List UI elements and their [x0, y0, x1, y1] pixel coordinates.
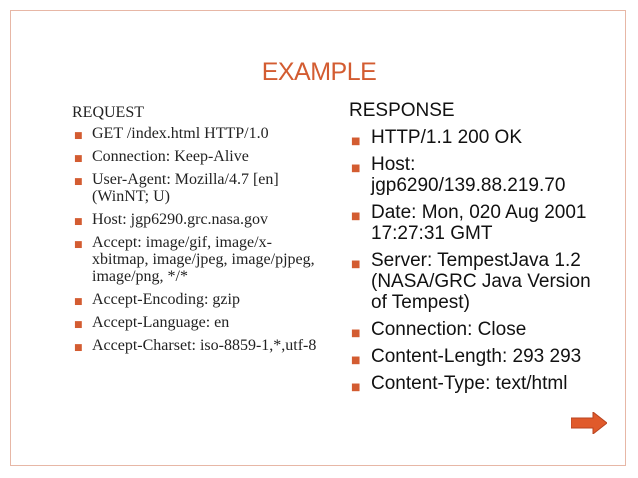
- request-line: Connection: Keep-Alive: [92, 148, 249, 165]
- bullet-icon: ■: [351, 259, 361, 270]
- bullet-icon: ■: [74, 320, 83, 330]
- response-line: Date: Mon, 020 Aug 2001 17:27:31 GMT: [371, 202, 587, 244]
- list-item: [349, 202, 611, 244]
- list-item: [349, 250, 611, 313]
- bullet-icon: ■: [74, 343, 83, 353]
- list-item: [349, 154, 611, 196]
- request-line: User-Agent: Mozilla/4.7 [en] (WinNT; U): [92, 171, 279, 205]
- bullet-icon: ■: [351, 136, 361, 147]
- list-item: [72, 148, 324, 165]
- response-line: Content-Length: 293 293: [371, 346, 582, 367]
- request-line: Accept-Charset: iso-8859-1,*,utf-8: [92, 337, 317, 354]
- list-item: [72, 337, 324, 354]
- right-arrow-icon[interactable]: [571, 412, 607, 434]
- response-line: Server: TempestJava 1.2 (NASA/GRC Java Version of Tempest): [371, 250, 591, 313]
- response-line: HTTP/1.1 200 OK: [371, 127, 523, 148]
- bullet-icon: ■: [351, 355, 361, 366]
- request-line: GET /index.html HTTP/1.0: [92, 125, 269, 142]
- list-item: [72, 125, 324, 142]
- response-list: [349, 127, 611, 394]
- response-heading: RESPONSE: [349, 100, 455, 121]
- response-line: Connection: Close: [371, 319, 527, 340]
- list-item: [72, 291, 324, 308]
- request-line: Accept-Encoding: gzip: [92, 291, 240, 308]
- bullet-icon: ■: [351, 382, 361, 393]
- request-line: Host: jgp6290.grc.nasa.gov: [92, 211, 268, 228]
- bullet-icon: ■: [74, 240, 83, 250]
- bullet-icon: ■: [74, 131, 83, 141]
- list-item: [349, 127, 611, 148]
- bullet-icon: ■: [74, 177, 83, 187]
- list-item: [72, 171, 324, 205]
- bullet-icon: ■: [351, 328, 361, 339]
- list-item: [349, 346, 611, 367]
- bullet-icon: ■: [74, 297, 83, 307]
- list-item: [72, 211, 324, 228]
- response-line: Host: jgp6290/139.88.219.70: [371, 154, 566, 196]
- slide-title: EXAMPLE: [261, 58, 377, 86]
- bullet-icon: ■: [74, 217, 83, 227]
- response-line: Content-Type: text/html: [371, 373, 568, 394]
- list-item: [72, 234, 324, 285]
- list-item: [349, 319, 611, 340]
- list-item: [349, 373, 611, 394]
- bullet-icon: ■: [351, 163, 361, 174]
- request-column: [72, 104, 324, 360]
- bullet-icon: ■: [351, 211, 361, 222]
- request-line: Accept-Language: en: [92, 314, 230, 331]
- request-heading: REQUEST: [72, 104, 144, 121]
- request-line: Accept: image/gif, image/x-xbitmap, image/jpeg, image/pjpeg, image/png, */*: [92, 234, 315, 285]
- bullet-icon: ■: [74, 154, 83, 164]
- request-list: [72, 125, 324, 354]
- response-column: [349, 100, 611, 400]
- list-item: [72, 314, 324, 331]
